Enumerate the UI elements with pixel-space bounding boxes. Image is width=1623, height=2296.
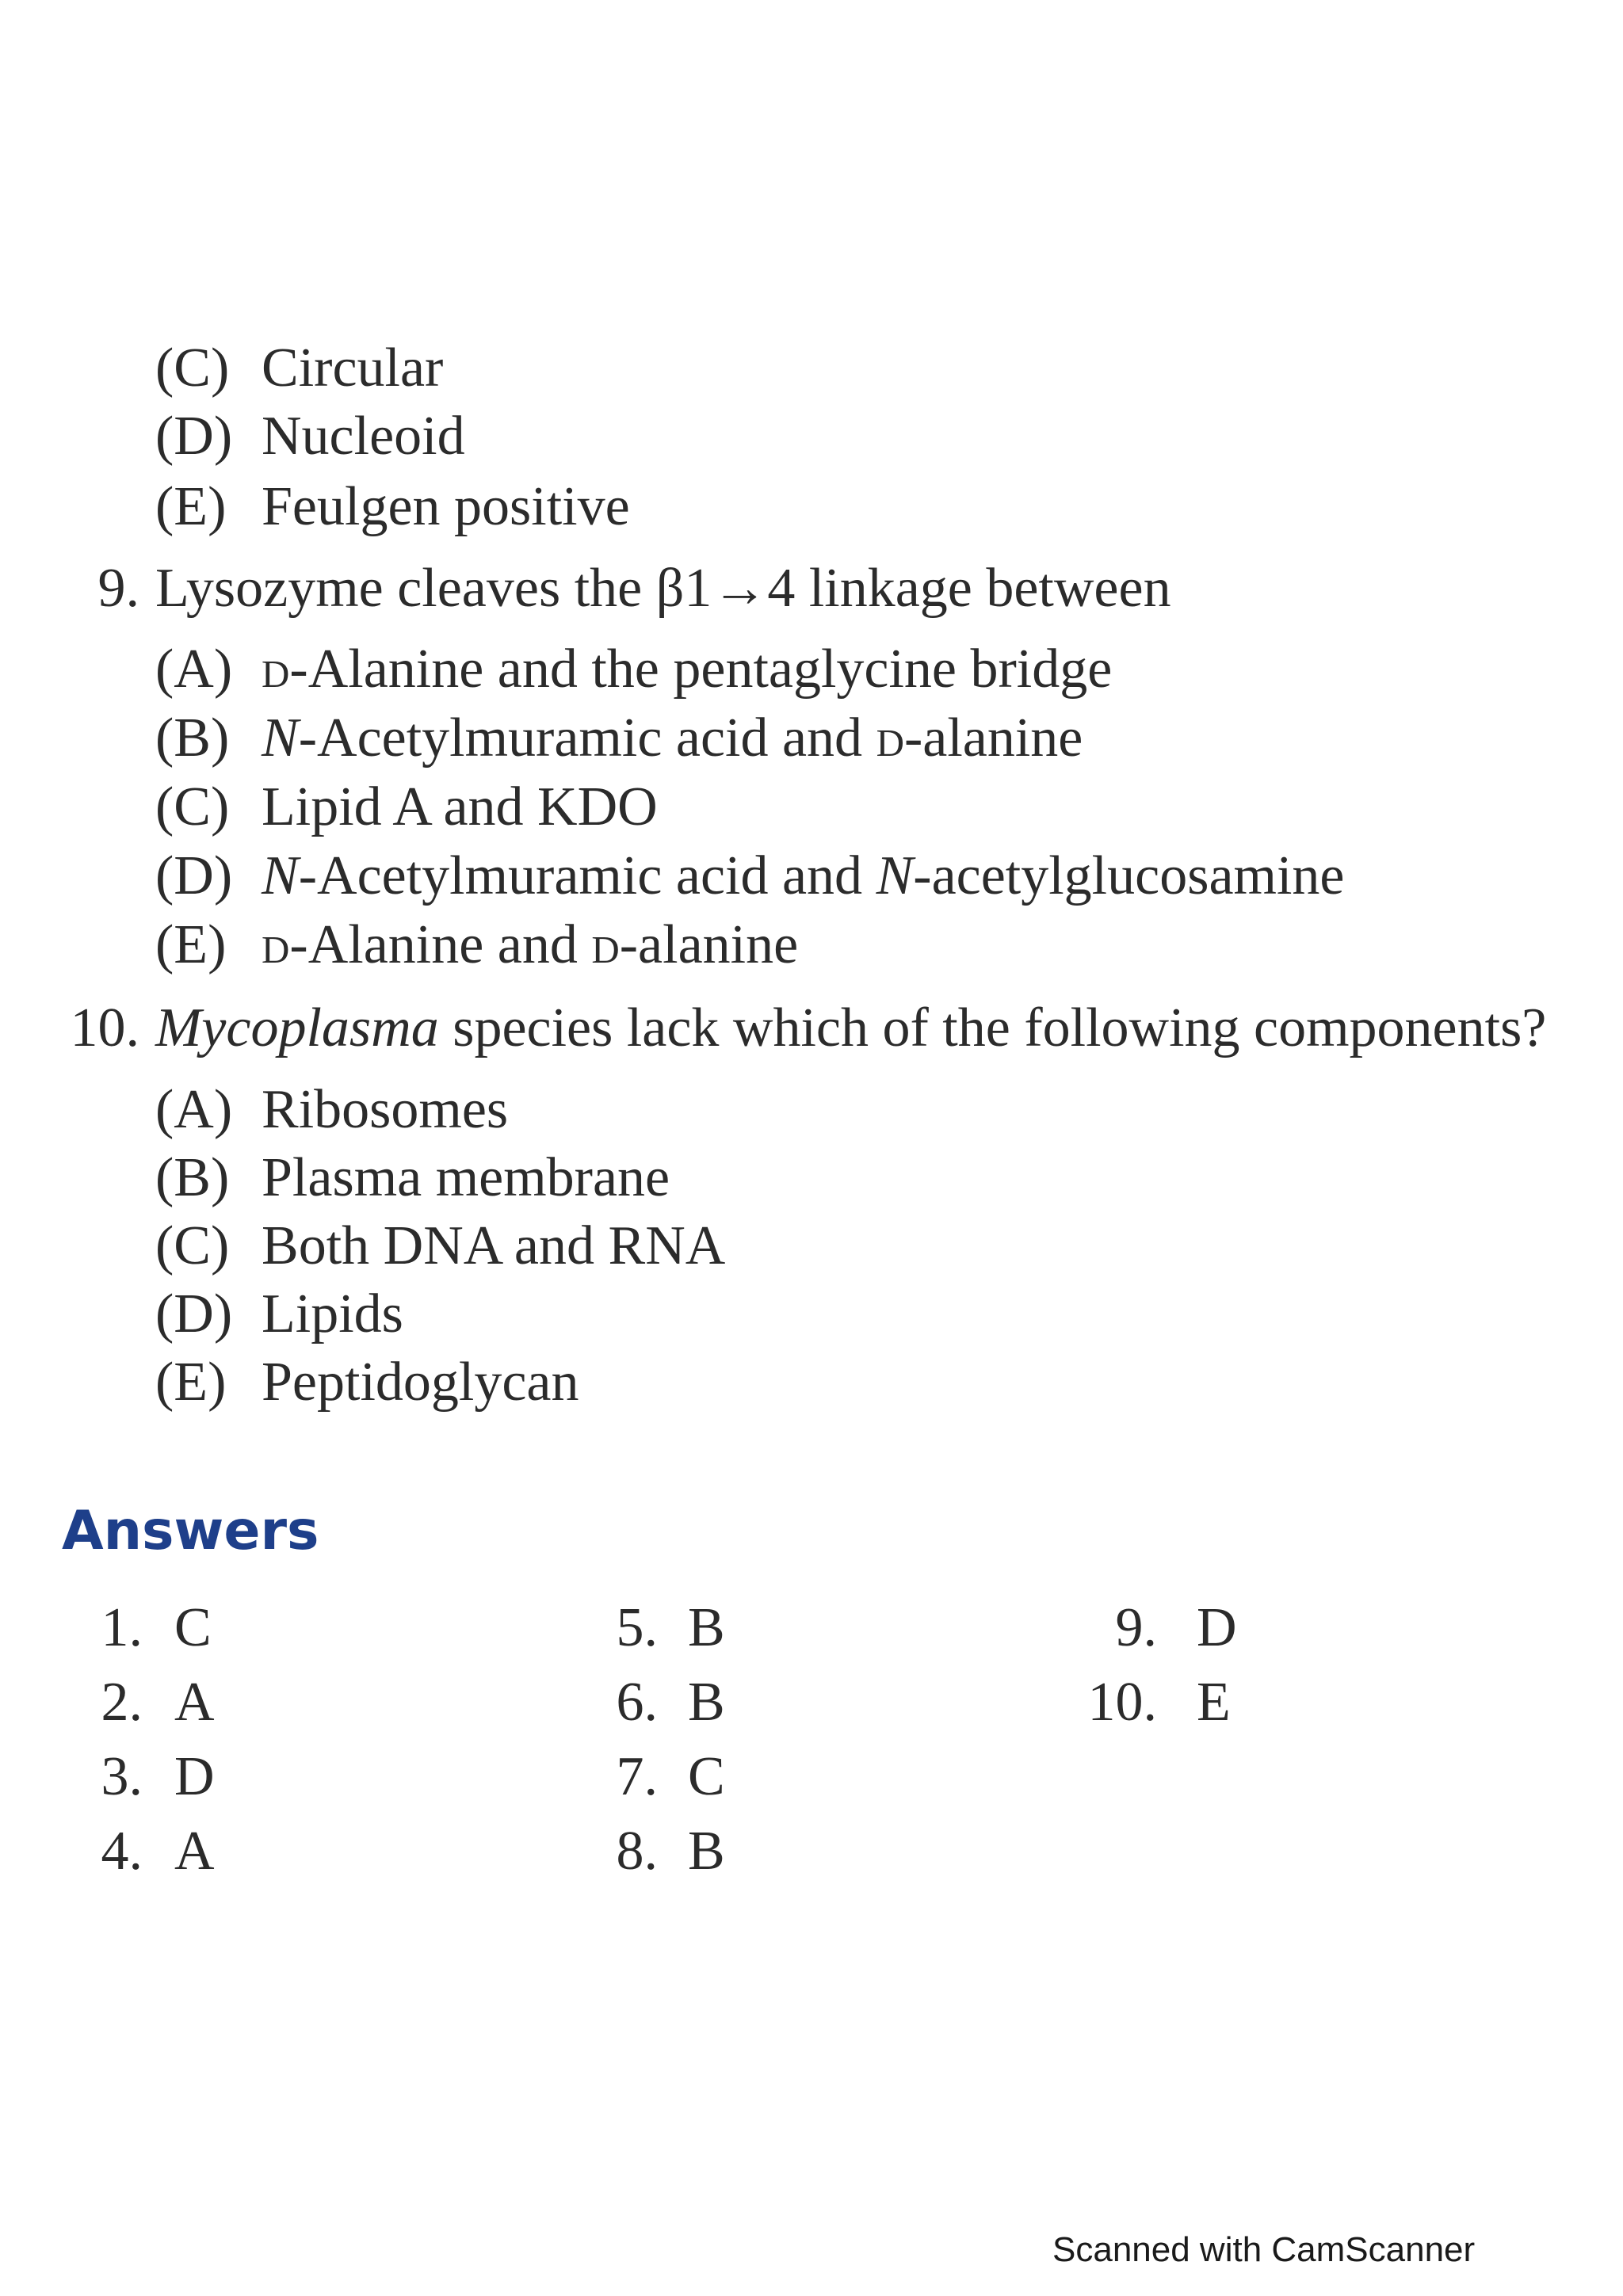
question-stem: Mycoplasma species lack which of the following components? — [155, 997, 1547, 1058]
option-text: Nucleoid — [262, 406, 465, 467]
option-text: Both DNA and RNA — [262, 1215, 726, 1276]
option-text: Lipid A and KDO — [262, 776, 658, 837]
question-number: 10. — [70, 997, 139, 1058]
option-letter: (D) — [155, 845, 233, 906]
option-text: d-Alanine and the pentaglycine bridge — [262, 639, 1113, 700]
option-text: Lipids — [262, 1283, 403, 1344]
question-stem: Lysozyme cleaves the β1→4 linkage between — [155, 558, 1171, 619]
option-letter: (C) — [155, 776, 230, 837]
option-letter: (D) — [155, 406, 233, 467]
option-text: Feulgen positive — [262, 476, 630, 537]
option-text: Plasma membrane — [262, 1147, 670, 1208]
option-text: Circular — [262, 338, 444, 399]
option-letter: (E) — [155, 476, 227, 537]
option-text: d-Alanine and d-alanine — [262, 914, 799, 975]
option-letter: (A) — [155, 639, 233, 700]
answers-heading: Answers — [62, 1500, 319, 1562]
question-number: 9. — [97, 558, 139, 619]
option-letter: (E) — [155, 1352, 227, 1413]
option-text: N-Acetylmuramic acid and N-acetylglucosamine — [262, 845, 1345, 906]
option-letter: (A) — [155, 1079, 233, 1140]
option-letter: (E) — [155, 914, 227, 975]
option-text: N-Acetylmuramic acid and d-alanine — [262, 707, 1083, 769]
option-letter: (D) — [155, 1283, 233, 1344]
option-letter: (C) — [155, 1215, 230, 1276]
camscanner-watermark: Scanned with CamScanner — [1052, 2230, 1476, 2269]
option-letter: (B) — [155, 1147, 230, 1208]
option-letter: (B) — [155, 707, 230, 769]
option-text: Peptidoglycan — [262, 1352, 579, 1413]
option-letter: (C) — [155, 338, 230, 399]
option-text: Ribosomes — [262, 1079, 509, 1140]
